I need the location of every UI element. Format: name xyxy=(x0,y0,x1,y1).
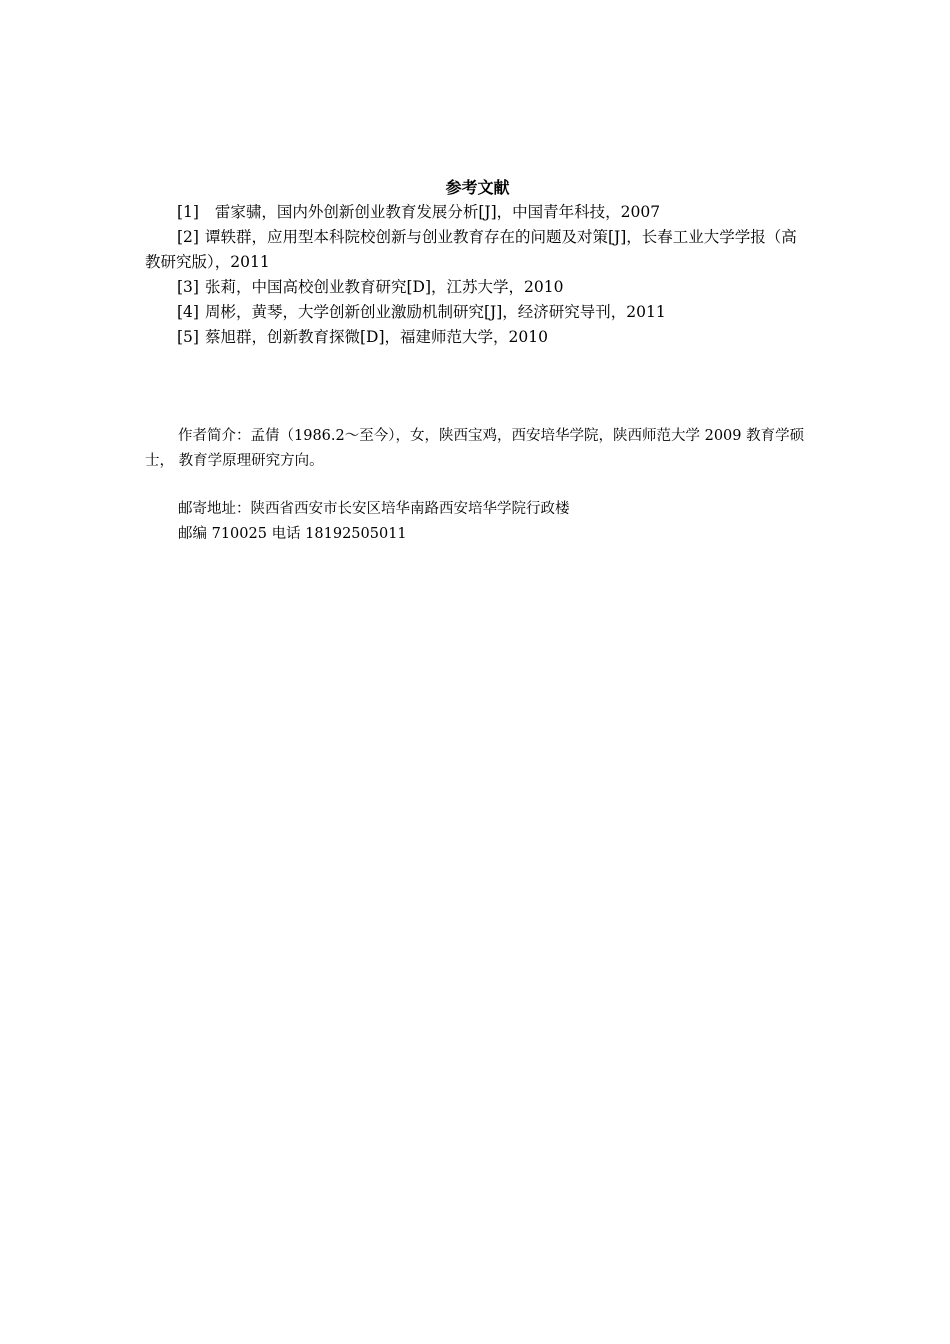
reference-text: 周彬，黄琴，大学创新创业激励机制研究[J]，经济研究导刊，2011 xyxy=(204,303,666,321)
reference-number: [2] xyxy=(177,228,199,246)
reference-number: [1] xyxy=(177,203,199,221)
reference-text: 谭轶群，应用型本科院校创新与创业教育存在的问题及对策[J]，长春工业大学学报（高教研究版），2011 xyxy=(145,228,797,271)
reference-text: 张莉，中国高校创业教育研究[D]，江苏大学，2010 xyxy=(204,278,564,296)
reference-number: [4] xyxy=(177,303,199,321)
reference-text: 雷家骕，国内外创新创业教育发展分析[J]，中国青年科技，2007 xyxy=(204,203,661,221)
reference-number: [3] xyxy=(177,278,199,296)
reference-item-3 xyxy=(145,275,810,300)
postcode-phone: 邮编 710025 电话 18192505011 xyxy=(178,526,407,542)
reference-item-5 xyxy=(145,325,810,350)
references-title: 参考文献 xyxy=(445,178,510,197)
reference-item-1 xyxy=(145,200,810,225)
reference-number: [5] xyxy=(177,328,199,346)
reference-item-2 xyxy=(145,225,810,275)
reference-item-4 xyxy=(145,300,810,325)
mailing-address: 邮寄地址：陕西省西安市长安区培华南路西安培华学院行政楼 xyxy=(178,501,570,517)
reference-text: 蔡旭群，创新教育探微[D]，福建师范大学，2010 xyxy=(204,328,548,346)
contact-info xyxy=(178,497,810,547)
references-section xyxy=(145,175,810,350)
author-bio: 作者简介：孟倩（1986.2～至今），女，陕西宝鸡，西安培华学院，陕西师范大学 2009 教育学硕士， 教育学原理研究方向。 xyxy=(145,428,805,469)
